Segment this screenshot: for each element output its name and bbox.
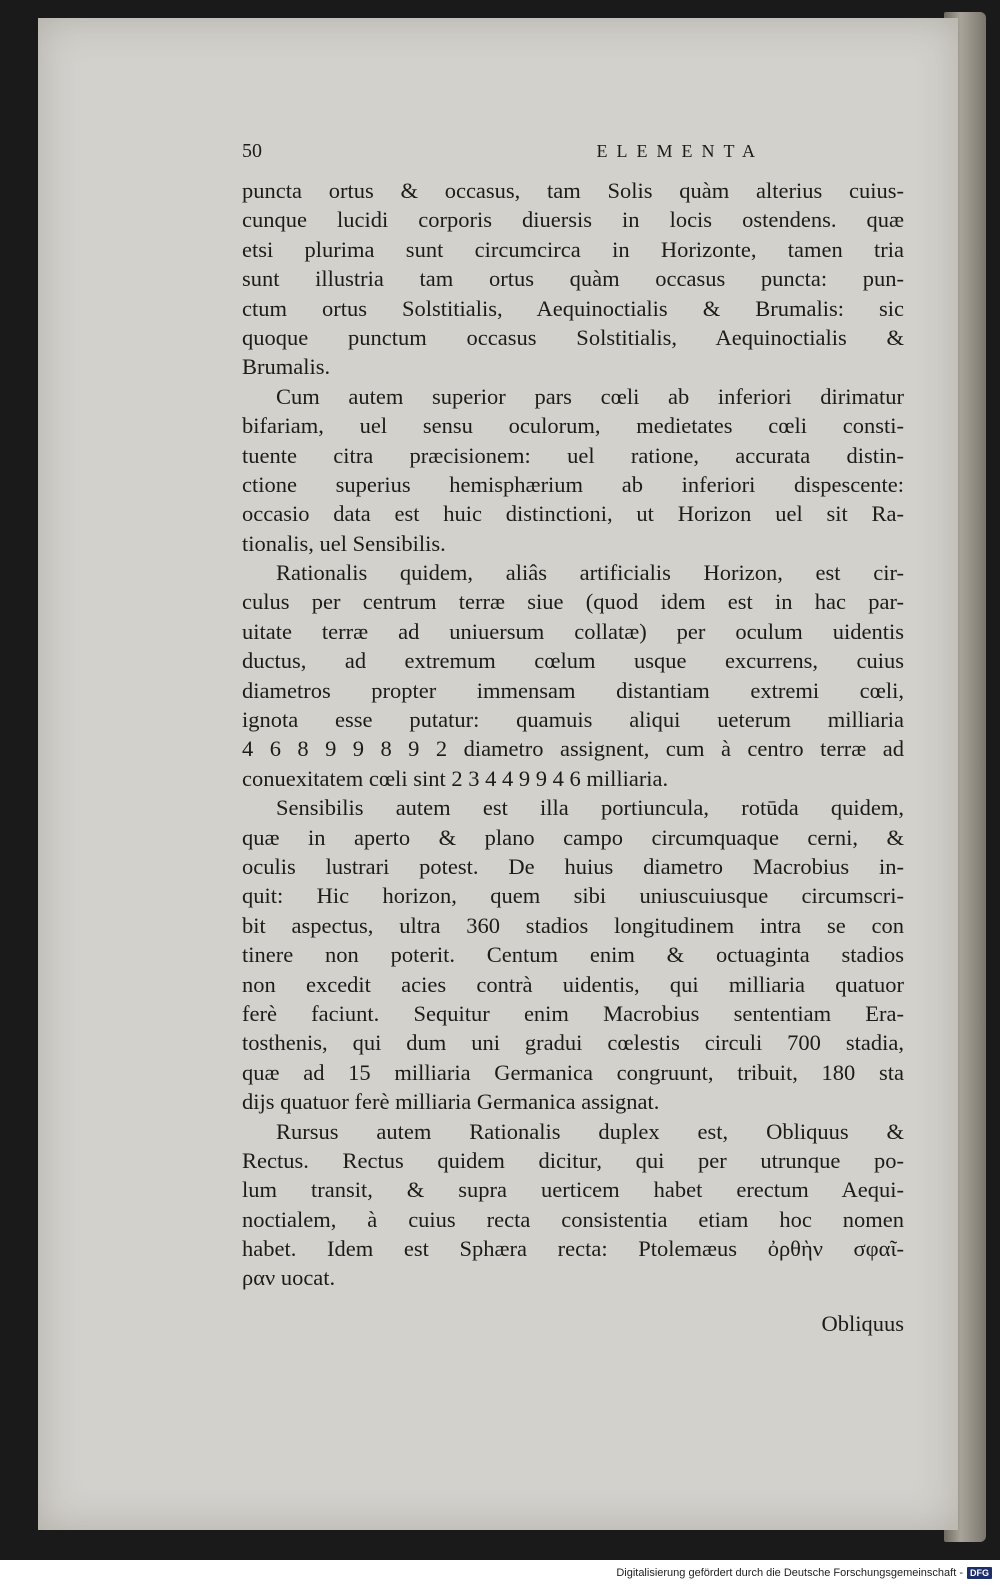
text-line: puncta ortus & occasus, tam Solis quàm alterius cuius- bbox=[242, 178, 904, 203]
text-line: tuente citra præcisionem: uel ratione, accurata distin- bbox=[242, 442, 904, 468]
page-number: 50 bbox=[242, 140, 262, 162]
body-text bbox=[242, 176, 904, 1293]
text-line: tionalis, uel Sensibilis. bbox=[242, 530, 446, 556]
text-line: etsi plurima sunt circumcirca in Horizonte, tamen tria bbox=[242, 236, 904, 262]
text-line: ductus, ad extremum cœlum usque excurrens, cuius bbox=[242, 648, 904, 674]
text-line: oculis lustrari potest. De huius diametro Macrobius in- bbox=[242, 853, 904, 879]
text-line: quit: Hic horizon, quem sibi uniuscuiusque circumscri- bbox=[242, 883, 904, 909]
footer-credit: Digitalisierung gefördert durch die Deutsche Forschungsgemeinschaft - bbox=[616, 1567, 963, 1579]
text-line: ignota esse putatur: quamuis aliqui ueterum milliaria bbox=[242, 707, 904, 733]
text-line: diametros propter immensam distantiam extremi cœli, bbox=[242, 677, 904, 703]
text-line: bit aspectus, ultra 360 stadios longitudinem intra se con bbox=[242, 912, 904, 938]
text-line: 4 6 8 9 9 8 9 2 diametro assignent, cum à centro terræ ad bbox=[242, 736, 904, 762]
text-line: ctum ortus Solstitialis, Aequinoctialis & Brumalis: sic bbox=[242, 295, 904, 321]
text-line: ferè faciunt. Sequitur enim Macrobius sententiam Era- bbox=[242, 1000, 904, 1026]
text-line: uitate terræ ad uniuersum collatæ) per oculum uidentis bbox=[242, 618, 904, 644]
text-line: Brumalis. bbox=[242, 354, 331, 380]
text-line: quæ ad 15 milliaria Germanica congruunt, tribuit, 180 sta bbox=[242, 1059, 904, 1085]
text-line: dijs quatuor ferè milliaria Germanica assignat. bbox=[242, 1089, 660, 1115]
page-header bbox=[242, 140, 904, 172]
text-line: Sensibilis autem est illa portiuncula, rotūda quidem, bbox=[276, 795, 904, 821]
catchword: Obliquus bbox=[821, 1310, 904, 1336]
text-line: Rursus autem Rationalis duplex est, Obliquus & bbox=[276, 1118, 904, 1144]
text-line: Rectus. Rectus quidem dicitur, qui per utrunque po- bbox=[242, 1147, 904, 1173]
text-line: sunt illustria tam ortus quàm occasus puncta: pun- bbox=[242, 266, 904, 292]
text-line: noctialem, à cuius recta consistentia etiam hoc nomen bbox=[242, 1206, 904, 1232]
text-line: ctione superius hemisphærium ab inferiori dispescente: bbox=[242, 471, 904, 497]
text-line: Rationalis quidem, aliâs artificialis Horizon, est cir- bbox=[276, 560, 904, 586]
text-line: lum transit, & supra uerticem habet erectum Aequi- bbox=[242, 1177, 904, 1203]
text-line: tosthenis, qui dum uni gradui cœlestis circuli 700 stadia, bbox=[242, 1030, 904, 1056]
text-line: ραν uocat. bbox=[242, 1265, 336, 1291]
text-line: quoque punctum occasus Solstitialis, Aequinoctialis & bbox=[242, 324, 904, 350]
footer-bar bbox=[0, 1560, 1000, 1586]
text-line: culus per centrum terræ siue (quod idem est in hac par- bbox=[242, 589, 904, 615]
text-line: quæ in aperto & plano campo circumquaque cerni, & bbox=[242, 824, 904, 850]
text-line: habet. Idem est Sphæra recta: Ptolemæus ὀρθὴν σφαῖ- bbox=[242, 1236, 904, 1262]
text-line: Cum autem superior pars cœli ab inferiori dirimatur bbox=[276, 383, 904, 409]
text-line: occasio data est huic distinctioni, ut Horizon uel sit Ra- bbox=[242, 501, 904, 527]
running-title: ELEMENTA bbox=[596, 141, 764, 161]
text-line: tinere non poterit. Centum enim & octuaginta stadios bbox=[242, 942, 904, 968]
text-line: conuexitatem cœli sint 2 3 4 4 9 9 4 6 milliaria. bbox=[242, 765, 669, 791]
text-line: non excedit acies contrà uidentis, qui milliaria quatuor bbox=[242, 971, 904, 997]
text-block bbox=[242, 140, 904, 1339]
text-line: cunque lucidi corporis diuersis in locis ostendens. quæ bbox=[242, 207, 904, 233]
text-line: bifariam, uel sensu oculorum, medietates cœli consti- bbox=[242, 413, 904, 439]
dfg-logo: DFG bbox=[967, 1567, 992, 1579]
